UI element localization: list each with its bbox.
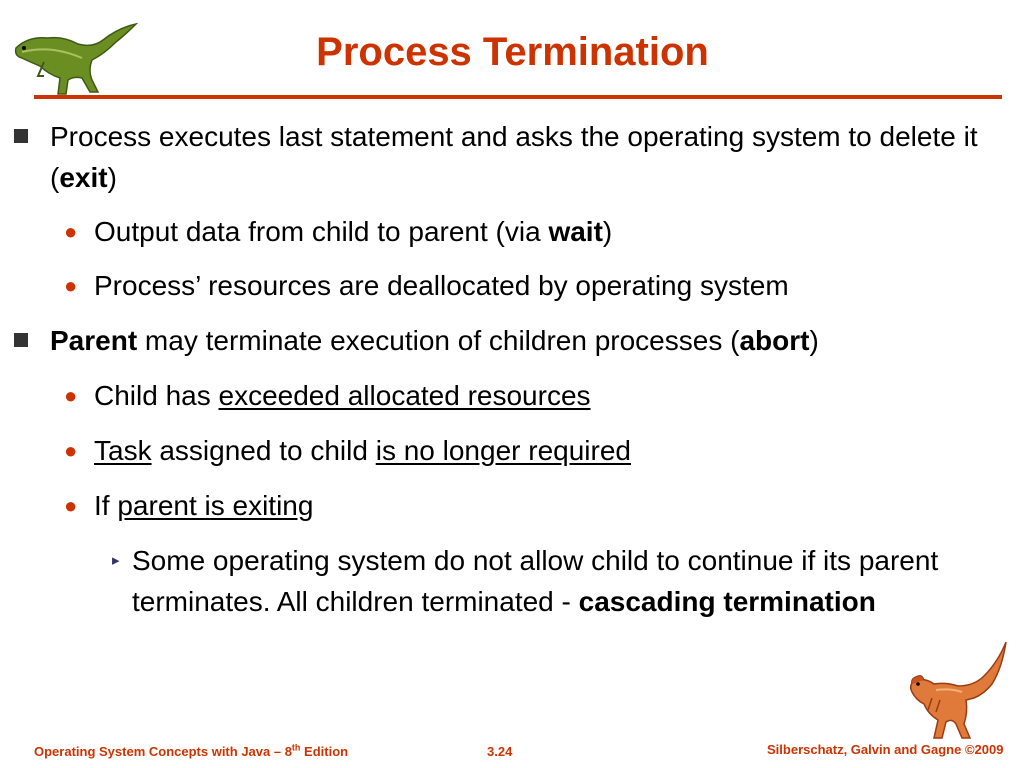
dot-bullet-icon: ● (64, 493, 78, 518)
bullet-text: Process executes last statement and asks the operating system to delete it ( (50, 121, 978, 193)
bold-term: wait (548, 216, 603, 247)
dot-bullet-icon: ● (64, 383, 78, 408)
sub-bullet-task (64, 430, 1004, 471)
bullet-text: Output data from child to parent (via (94, 216, 549, 247)
bullet-text: Child has (94, 380, 219, 411)
underlined-term: is no longer required (375, 435, 631, 466)
bullet-text: ) (809, 325, 819, 356)
bullet-text: ) (602, 216, 613, 247)
underlined-term: Task (94, 435, 152, 466)
square-bullet-icon (14, 129, 28, 143)
dot-bullet-icon: ● (64, 273, 78, 298)
underlined-term: parent is exiting (117, 490, 314, 521)
green-dinosaur-logo (8, 18, 143, 98)
footer-authors: Silberschatz, Galvin and Gagne ©2009 (767, 742, 1004, 757)
bullet-text: Some operating system do not allow child to continue if its parent terminates. All children terminated - (132, 545, 939, 617)
sub-sub-bullet-cascading (112, 540, 1016, 622)
bold-term: cascading termination (578, 586, 876, 617)
dot-bullet-icon: ● (64, 438, 78, 463)
arrow-bullet-icon: ▸ (112, 552, 120, 569)
footer-text: Edition (300, 744, 349, 759)
footer-text: Operating System Concepts with Java – 8 (34, 744, 292, 759)
sub-bullet-parent-exiting (64, 485, 1004, 526)
bold-term: exit (59, 162, 108, 193)
dot-bullet-icon: ● (64, 219, 78, 244)
page-number: 3.24 (487, 744, 513, 759)
bullet-text: may terminate execution of children processes ( (137, 325, 740, 356)
footer-superscript: th (291, 742, 301, 753)
square-bullet-icon (14, 333, 28, 347)
underlined-term: exceeded allocated resources (218, 380, 591, 411)
bullet-text: assigned to child (151, 435, 376, 466)
red-dinosaur-logo (906, 638, 1012, 742)
bullet-text: ) (107, 162, 117, 193)
title-divider (34, 95, 1002, 99)
bullet-exit (50, 116, 1020, 198)
bullet-text: Process’ resources are deallocated by operating system (94, 270, 789, 301)
sub-bullet-exceeded (64, 375, 1004, 416)
bold-term: abort (739, 325, 810, 356)
bold-term: Parent (50, 325, 138, 356)
sub-bullet-output (64, 211, 1004, 252)
footer-book-title (34, 744, 348, 759)
bullet-parent (50, 320, 1020, 361)
slide-title: Process Termination (316, 30, 709, 74)
sub-bullet-resources (64, 265, 1004, 306)
bullet-text: If (94, 490, 118, 521)
